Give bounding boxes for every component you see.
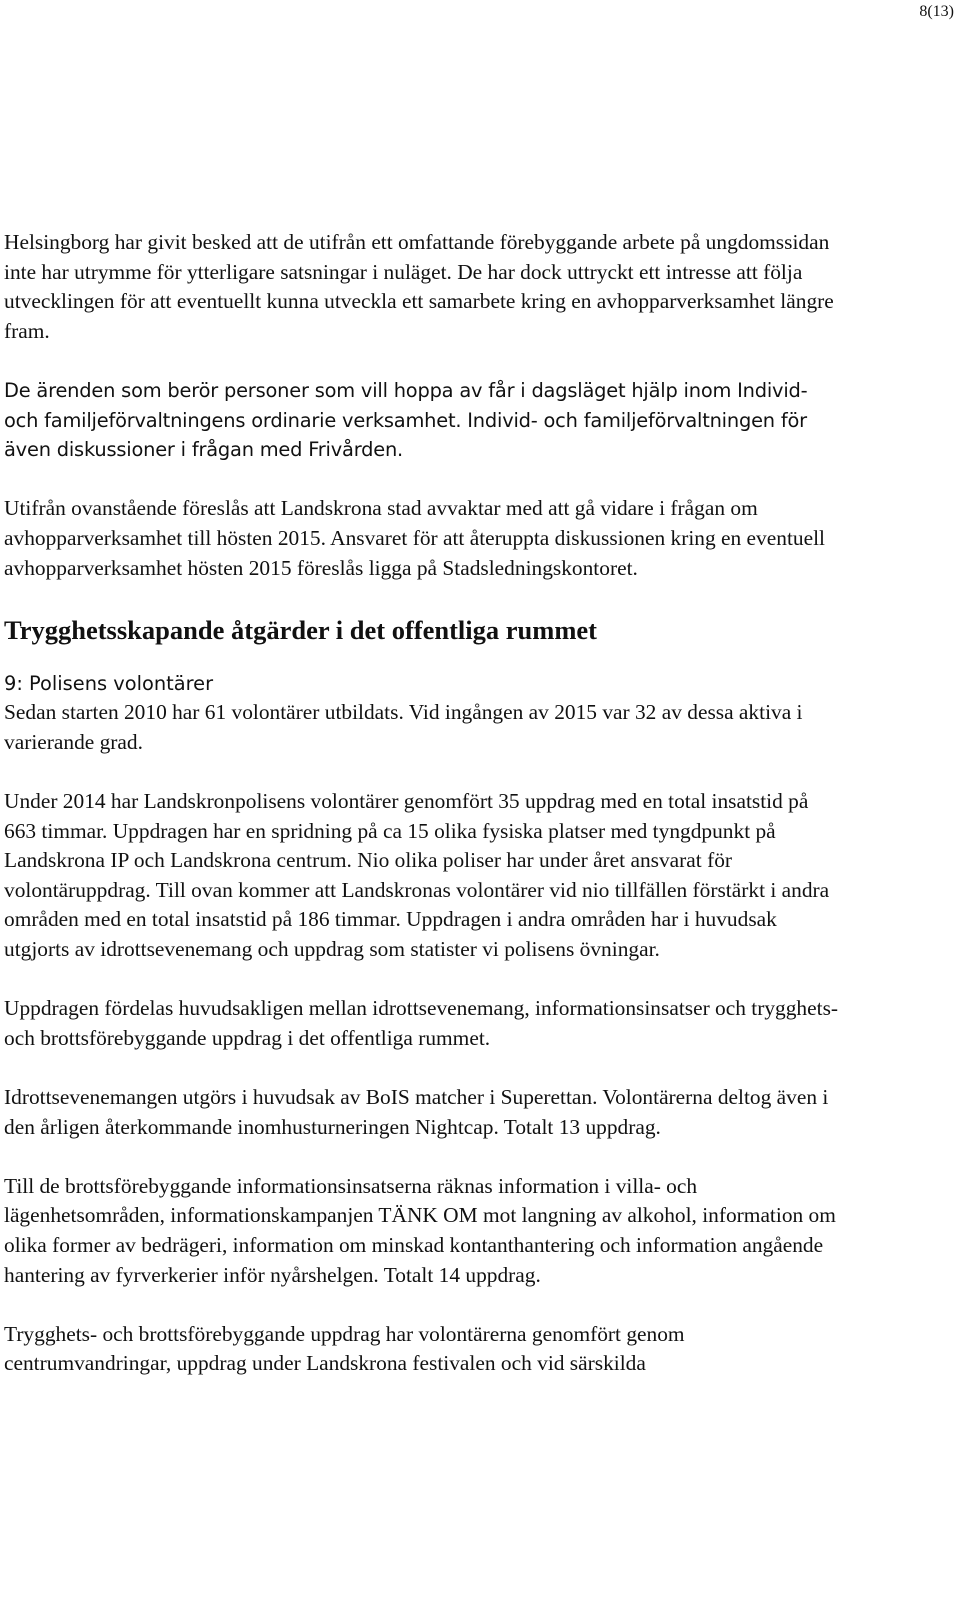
paragraph-proposal: Utifrån ovanstående föreslås att Landskrona stad avvaktar med att gå vidare i frågan om avhopparverksamhet till hösten 2015. Ansvaret för att återuppta diskussionen kring en eventuell avhopparverksamhet hösten 2015 föreslås ligga på Stadsledningskontoret.: [4, 496, 825, 580]
paragraph-volunteers-start: Sedan starten 2010 har 61 volontärer utbildats. Vid ingången av 2015 var 32 av dessa aktiva i varierande grad.: [4, 700, 803, 754]
document-body: [4, 228, 844, 1379]
paragraph-arenden: De ärenden som berör personer som vill hoppa av får i dagsläget hjälp inom Individ- och familjeförvaltningens ordinarie verksamhet. Individ- och familjeförvaltningen för även diskussioner i frågan med Frivården.: [4, 378, 808, 462]
paragraph-assignments-distribution: Uppdragen fördelas huvudsakligen mellan idrottsevenemang, informationsinsatser och trygghets- och brottsförebyggande uppdrag i det offentliga rummet.: [4, 996, 839, 1050]
section-subheading: 9: Polisens volontärer: [4, 671, 214, 695]
paragraph-volunteers-2014: Under 2014 har Landskronpolisens volontärer genomfört 35 uppdrag med en total insatstid på 663 timmar. Uppdragen har en spridning på ca 15 olika fysiska platser med tyngdpunkt på Landskrona IP och Landskrona centrum. Nio olika poliser har under året ansvarat för volontäruppdrag. Till ovan kommer att Landskronas volontärer vid nio tillfällen förstärkt i andra områden med en total insatstid på 186 timmar. Uppdragen i andra områden har i huvudsak utgjorts av idrottsevenemang och uppdrag som statister vi polisens övningar.: [4, 789, 830, 962]
paragraph-safety-assignments: Trygghets- och brottsförebyggande uppdrag har volontärerna genomfört genom centrumvandringar, uppdrag under Landskrona festivalen och vid särskilda: [4, 1321, 685, 1376]
page-number: 8(13): [919, 3, 954, 20]
paragraph-information-efforts: Till de brottsförebyggande informationsinsatserna räknas information i villa- och lägenhetsområden, informationskampanjen TÄNK OM mot langning av alkohol, information om olika former av bedrägeri, information om minskad kontanthantering och information angående hantering av fyrverkerier inför nyårshelgen. Totalt 14 uppdrag.: [4, 1173, 836, 1287]
paragraph-helsingborg: Helsingborg har givit besked att de utifrån ett omfattande förebyggande arbete på ungdomssidan inte har utrymme för ytterligare satsningar i nuläget. De har dock uttryckt ett intresse att följa utvecklingen för att eventuellt kunna utveckla ett samarbete kring en avhopparverksamhet längre fram.: [4, 230, 834, 343]
paragraph-sports-events: Idrottsevenemangen utgörs i huvudsak av BoIS matcher i Superettan. Volontärerna deltog även i den årligen återkommande inomhusturneringen Nightcap. Totalt 13 uppdrag.: [4, 1085, 829, 1139]
section-heading: Trygghetsskapande åtgärder i det offentliga rummet: [4, 614, 598, 645]
